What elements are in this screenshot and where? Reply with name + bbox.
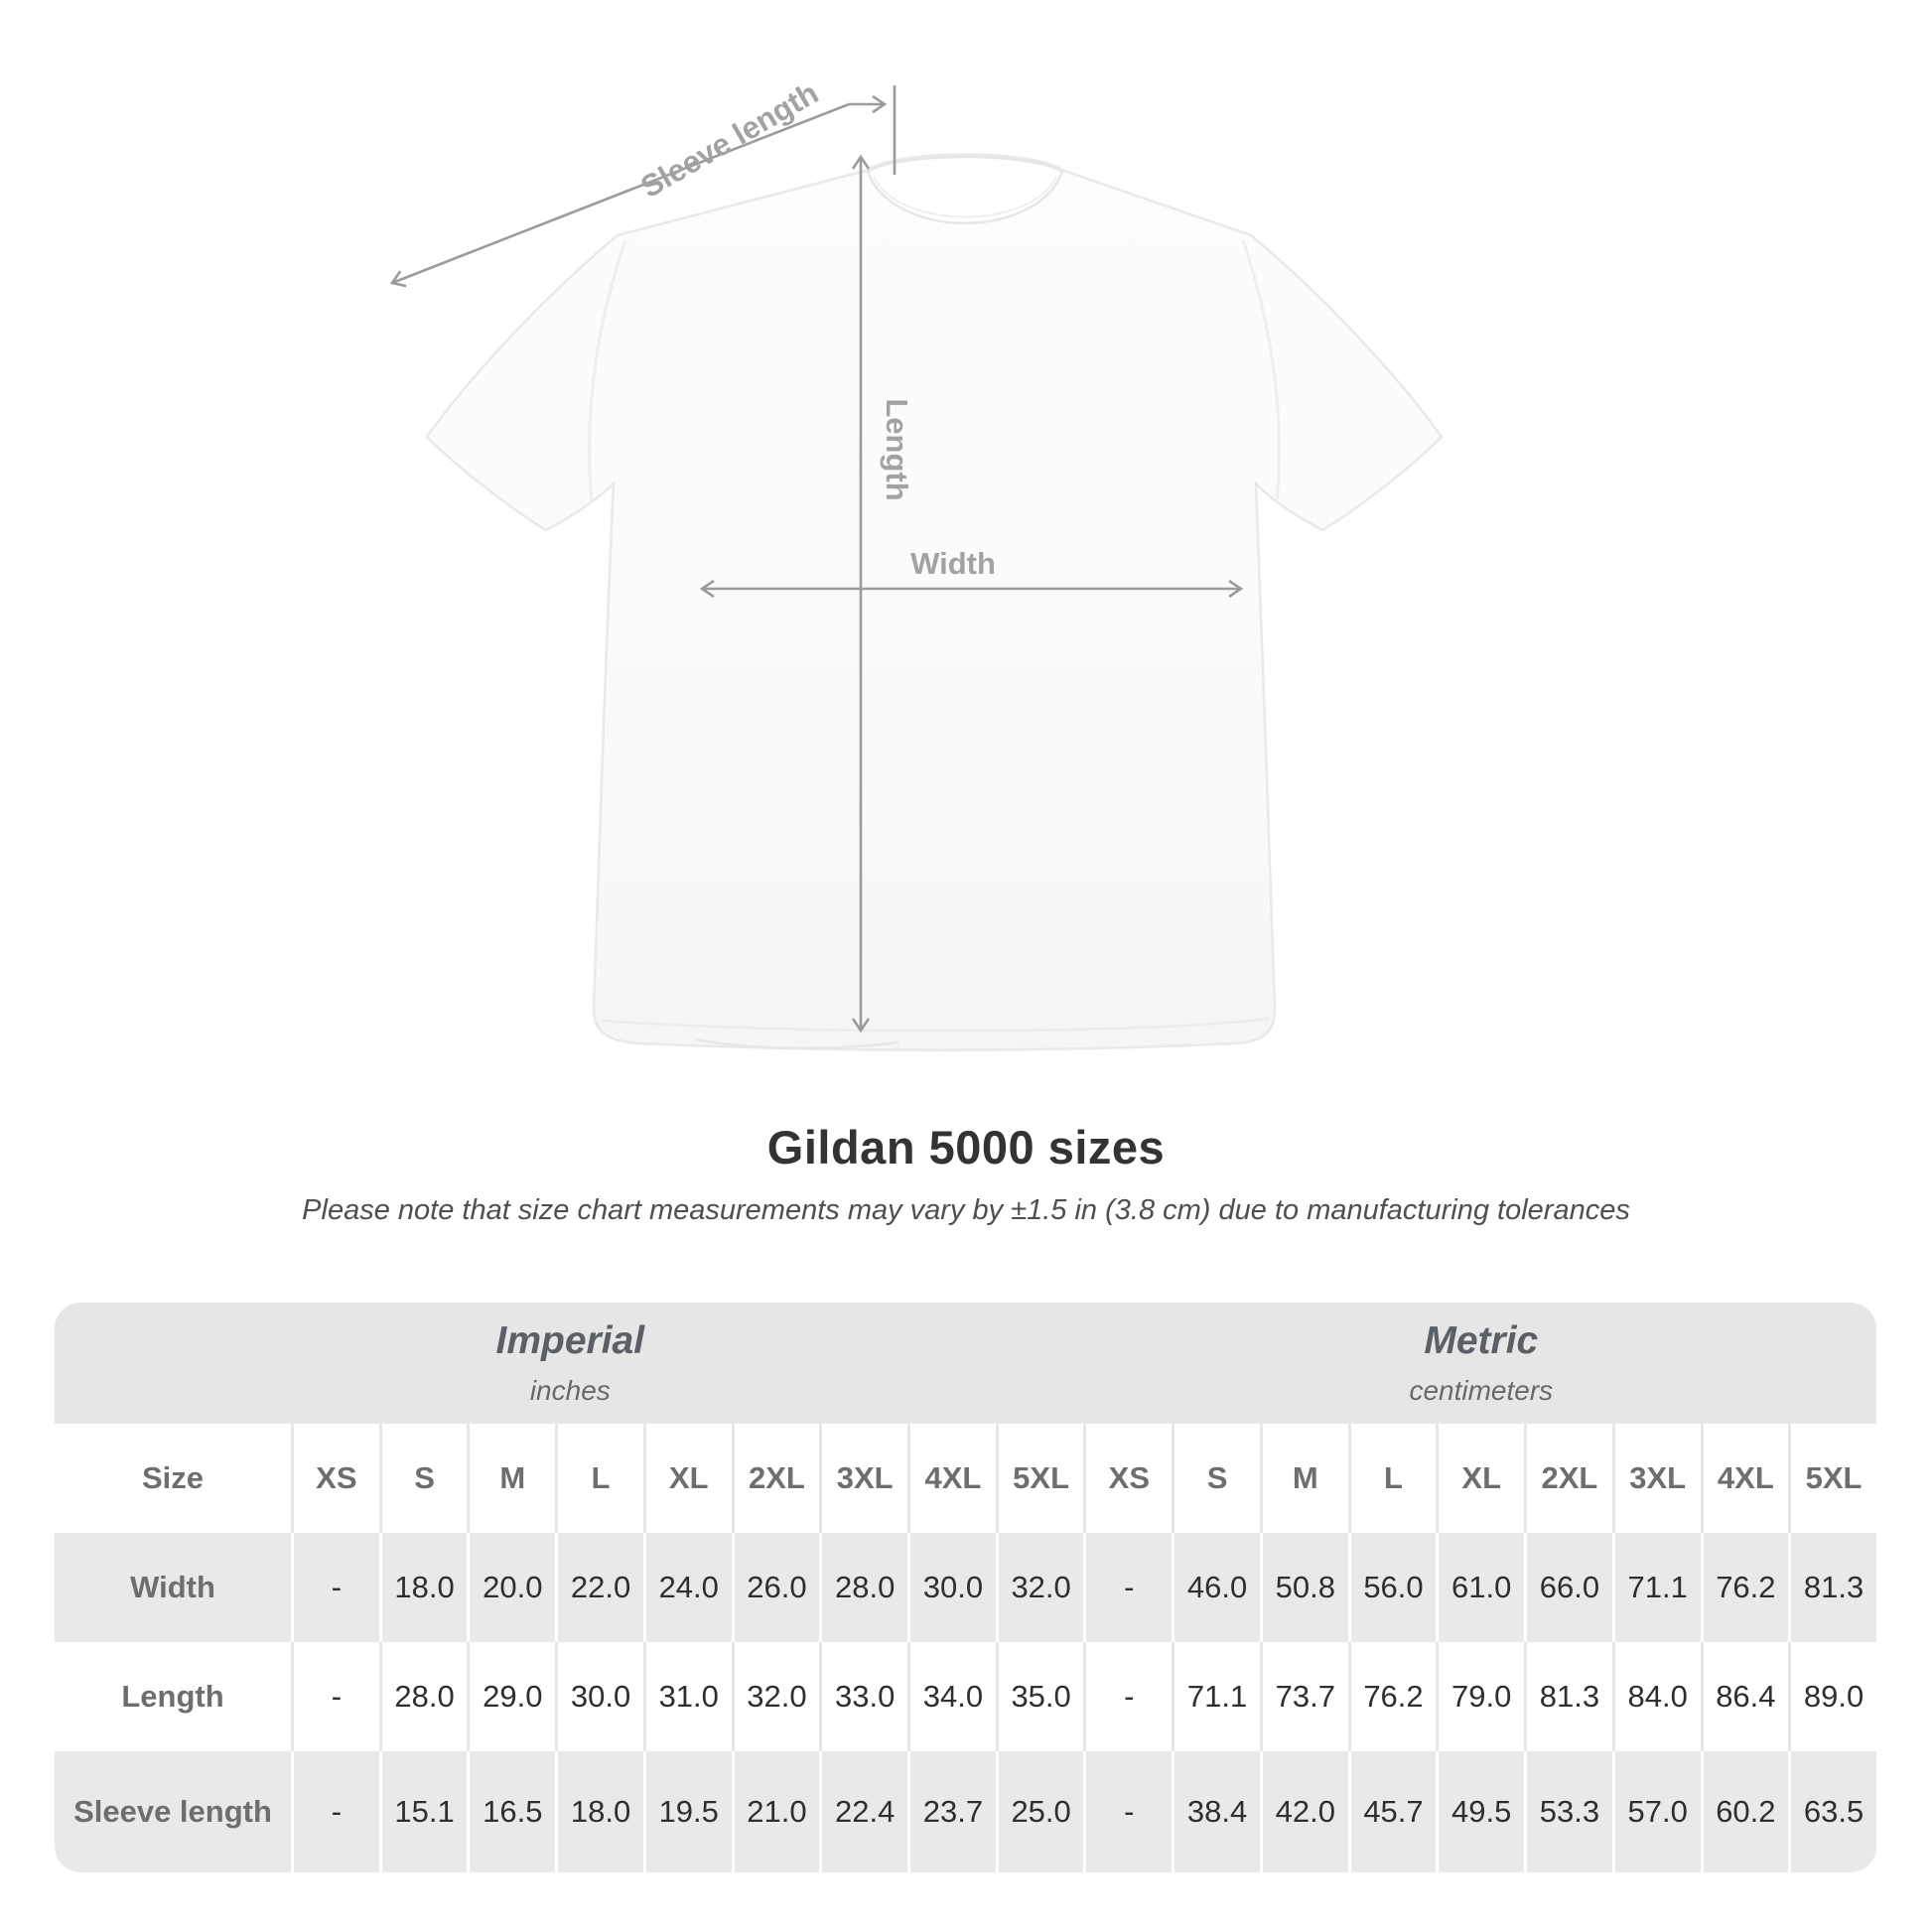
size-column-imperial-xl: XL (646, 1424, 732, 1533)
value-cell: 19.5 (646, 1751, 732, 1872)
tolerance-note: Please note that size chart measurements may vary by ±1.5 in (3.8 cm) due to manufacturing tolerances (302, 1194, 1630, 1226)
value-cell: 32.0 (735, 1642, 820, 1751)
value-cell: 23.7 (910, 1751, 996, 1872)
value-cell: 22.0 (558, 1533, 643, 1642)
size-column-imperial-xs: XS (294, 1424, 379, 1533)
value-cell: 84.0 (1615, 1642, 1701, 1751)
metric-label: Metric (1424, 1319, 1539, 1362)
size-column-metric-l: L (1351, 1424, 1437, 1533)
value-cell: 76.2 (1704, 1533, 1789, 1642)
value-cell: 46.0 (1174, 1533, 1260, 1642)
value-cell: 81.3 (1791, 1533, 1876, 1642)
value-cell: 45.7 (1351, 1751, 1437, 1872)
sleeve-length-label: Sleeve length (634, 74, 825, 206)
value-cell: 60.2 (1704, 1751, 1789, 1872)
value-cell: 32.0 (999, 1533, 1084, 1642)
page-title: Gildan 5000 sizes (766, 1121, 1166, 1173)
value-cell: - (1086, 1642, 1172, 1751)
value-cell: 20.0 (470, 1533, 555, 1642)
imperial-unit: inches (529, 1375, 611, 1406)
chart-header (0, 1120, 1932, 1227)
value-cell: 66.0 (1527, 1533, 1612, 1642)
value-cell: 71.1 (1174, 1642, 1260, 1751)
value-cell: 73.7 (1263, 1642, 1348, 1751)
value-cell: 86.4 (1704, 1642, 1789, 1751)
value-cell: - (1086, 1533, 1172, 1642)
value-cell: - (1086, 1751, 1172, 1872)
size-column-metric-xl: XL (1439, 1424, 1524, 1533)
value-cell: 30.0 (558, 1642, 643, 1751)
table-body (55, 1424, 1876, 1872)
value-cell: 71.1 (1615, 1533, 1701, 1642)
value-cell: 50.8 (1263, 1533, 1348, 1642)
size-column-imperial-l: L (558, 1424, 643, 1533)
value-cell: 35.0 (999, 1642, 1084, 1751)
value-cell: 22.4 (822, 1751, 907, 1872)
value-cell: 42.0 (1263, 1751, 1348, 1872)
row-label: Width (55, 1533, 291, 1642)
value-cell: 18.0 (382, 1533, 468, 1642)
size-column-imperial-5xl: 5XL (999, 1424, 1084, 1533)
size-header-row (55, 1424, 1876, 1533)
value-cell: 89.0 (1791, 1642, 1876, 1751)
value-cell: - (294, 1751, 379, 1872)
size-column-imperial-4xl: 4XL (910, 1424, 996, 1533)
size-column-metric-m: M (1263, 1424, 1348, 1533)
value-cell: 26.0 (735, 1533, 820, 1642)
value-cell: 28.0 (382, 1642, 468, 1751)
row-label: Length (55, 1642, 291, 1751)
value-cell: 29.0 (470, 1642, 555, 1751)
value-cell: 56.0 (1351, 1533, 1437, 1642)
value-cell: 53.3 (1527, 1751, 1612, 1872)
measurement-row-length (55, 1642, 1876, 1751)
size-column-metric-4xl: 4XL (1704, 1424, 1789, 1533)
value-cell: 15.1 (382, 1751, 468, 1872)
size-column-metric-2xl: 2XL (1527, 1424, 1612, 1533)
value-cell: 16.5 (470, 1751, 555, 1872)
tshirt-image (427, 155, 1442, 1050)
size-column-metric-s: S (1174, 1424, 1260, 1533)
value-cell: 79.0 (1439, 1642, 1524, 1751)
value-cell: 25.0 (999, 1751, 1084, 1872)
size-column-imperial-m: M (470, 1424, 555, 1533)
value-cell: 61.0 (1439, 1533, 1524, 1642)
size-column-imperial-s: S (382, 1424, 468, 1533)
value-cell: 33.0 (822, 1642, 907, 1751)
imperial-section-header (55, 1303, 1086, 1424)
value-cell: 30.0 (910, 1533, 996, 1642)
row-label: Sleeve length (55, 1751, 291, 1872)
measurement-row-width (55, 1533, 1876, 1642)
value-cell: 57.0 (1615, 1751, 1701, 1872)
value-cell: 76.2 (1351, 1642, 1437, 1751)
size-column-metric-5xl: 5XL (1791, 1424, 1876, 1533)
value-cell: 34.0 (910, 1642, 996, 1751)
value-cell: 24.0 (646, 1533, 732, 1642)
size-table (55, 1303, 1876, 1872)
width-label: Width (910, 546, 996, 581)
metric-section-header (1086, 1303, 1876, 1424)
size-column-metric-3xl: 3XL (1615, 1424, 1701, 1533)
unit-header-row (55, 1303, 1876, 1424)
value-cell: 18.0 (558, 1751, 643, 1872)
value-cell: 21.0 (735, 1751, 820, 1872)
length-label: Length (880, 398, 914, 501)
value-cell: 31.0 (646, 1642, 732, 1751)
value-cell: 28.0 (822, 1533, 907, 1642)
corner-label-size: Size (55, 1424, 291, 1533)
size-column-metric-xs: XS (1086, 1424, 1172, 1533)
measurement-row-sleeve-length (55, 1751, 1876, 1872)
value-cell: 81.3 (1527, 1642, 1612, 1751)
size-column-imperial-2xl: 2XL (735, 1424, 820, 1533)
value-cell: 38.4 (1174, 1751, 1260, 1872)
imperial-label: Imperial (495, 1319, 645, 1362)
metric-unit: centimeters (1409, 1375, 1554, 1406)
value-cell: 63.5 (1791, 1751, 1876, 1872)
size-column-imperial-3xl: 3XL (822, 1424, 907, 1533)
value-cell: - (294, 1642, 379, 1751)
value-cell: - (294, 1533, 379, 1642)
value-cell: 49.5 (1439, 1751, 1524, 1872)
